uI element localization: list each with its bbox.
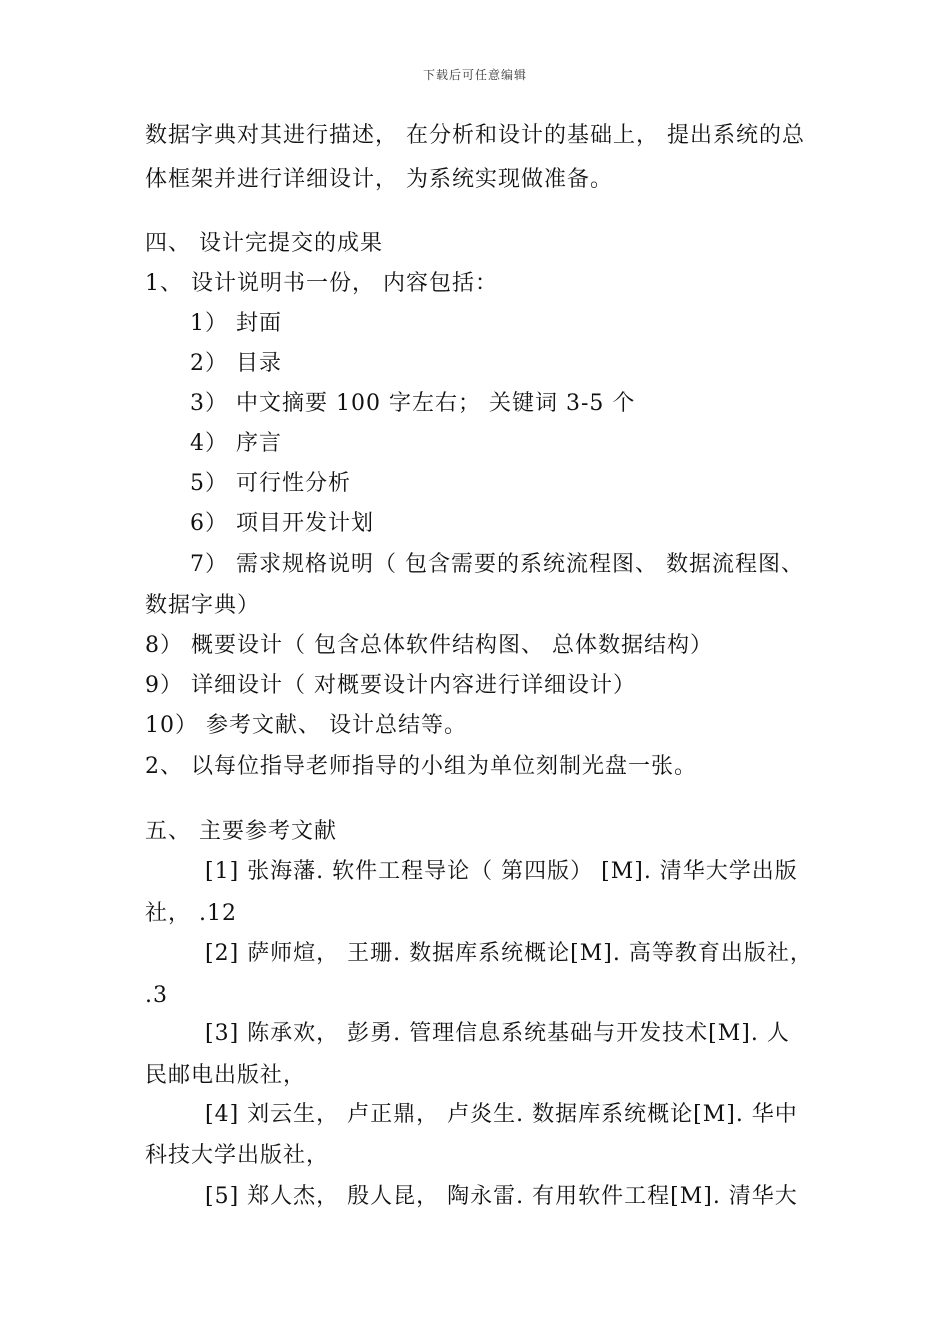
reference-item: [4] 刘云生， 卢正鼎， 卢炎生. 数据库系统概论[M]. 华中 xyxy=(205,1102,798,1127)
list-item-continued: 数据字典） xyxy=(145,593,261,618)
reference-item-continued: 社， .12 xyxy=(145,901,237,926)
list-item: 1） 封面 xyxy=(190,311,282,336)
list-item: 6） 项目开发计划 xyxy=(190,511,374,536)
list-item: 7） 需求规格说明（ 包含需要的系统流程图、 数据流程图、 xyxy=(190,552,804,577)
list-item: 3） 中文摘要 100 字左右； 关键词 3-5 个 xyxy=(190,391,636,416)
reference-item-continued: 科技大学出版社， xyxy=(145,1143,330,1168)
reference-item-continued: 民邮电出版社， xyxy=(145,1063,307,1088)
list-item: 2） 目录 xyxy=(190,351,282,376)
paragraph-line: 数据字典对其进行描述， 在分析和设计的基础上， 提出系统的总 xyxy=(145,123,805,148)
list-item: 5） 可行性分析 xyxy=(190,471,351,496)
paragraph-line: 体框架并进行详细设计， 为系统实现做准备。 xyxy=(145,167,613,192)
reference-item: [2] 萨师煊， 王珊. 数据库系统概论[M]. 高等教育出版社， xyxy=(205,941,813,966)
list-item: 1、 设计说明书一份， 内容包括： xyxy=(145,271,498,296)
page-header: 下载后可任意编辑 xyxy=(422,68,527,82)
list-item: 2、 以每位指导老师指导的小组为单位刻制光盘一张。 xyxy=(145,754,697,779)
reference-item: [1] 张海藩. 软件工程导论（ 第四版） [M]. 清华大学出版 xyxy=(205,859,798,884)
list-item: 8） 概要设计（ 包含总体软件结构图、 总体数据结构） xyxy=(145,633,713,658)
section-heading: 四、 设计完提交的成果 xyxy=(145,231,383,256)
list-item: 4） 序言 xyxy=(190,431,282,456)
list-item: 10） 参考文献、 设计总结等。 xyxy=(145,713,467,738)
reference-item: [3] 陈承欢， 彭勇. 管理信息系统基础与开发技术[M]. 人 xyxy=(205,1021,790,1046)
reference-item: [5] 郑人杰， 殷人昆， 陶永雷. 有用软件工程[M]. 清华大 xyxy=(205,1184,798,1209)
section-heading: 五、 主要参考文献 xyxy=(145,819,337,844)
reference-item-continued: .3 xyxy=(145,983,168,1008)
list-item: 9） 详细设计（ 对概要设计内容进行详细设计） xyxy=(145,673,636,698)
